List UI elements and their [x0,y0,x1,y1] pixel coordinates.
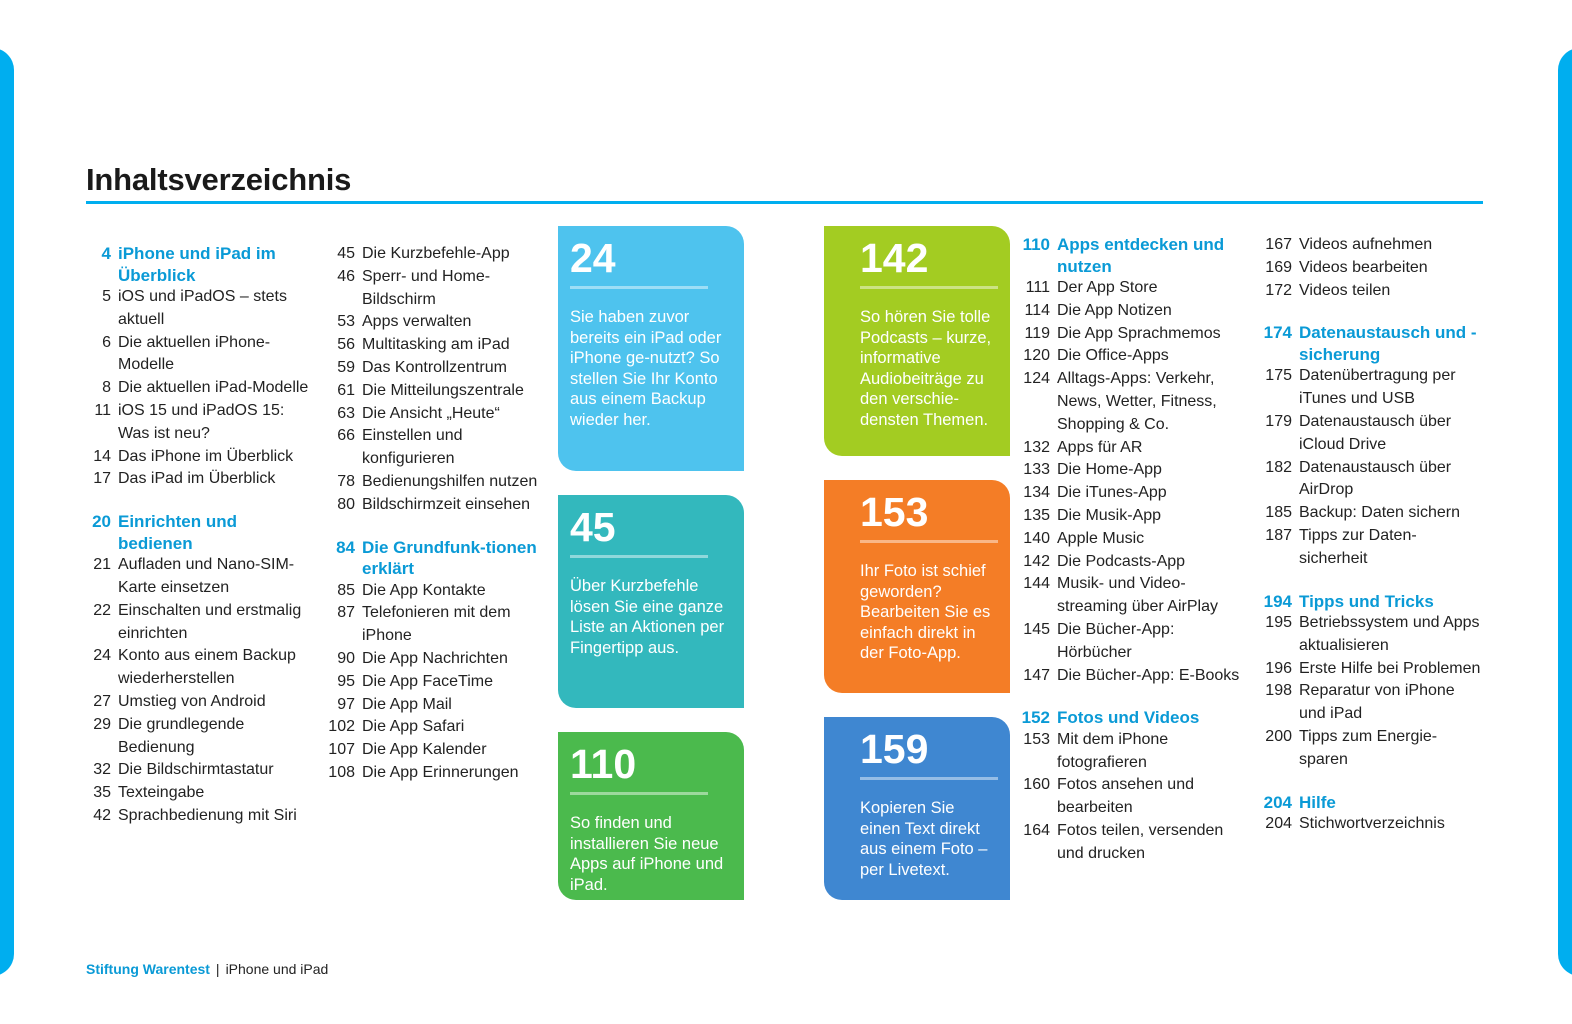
entry-title: Betriebssystem und Apps aktualisieren [1299,614,1480,654]
toc-entry[interactable] [86,286,316,332]
toc-entry[interactable] [86,691,316,714]
toc-entry[interactable] [1012,368,1247,436]
toc-entry[interactable] [1254,680,1484,726]
entry-title: Aufladen und Nano-SIM-Karte einsetzen [118,556,295,596]
entry-title: Multitasking am iPad [362,336,510,354]
entry-page-number: 134 [1023,484,1050,502]
entry-page-number: 147 [1023,666,1050,684]
toc-entry[interactable] [1012,774,1247,820]
entry-page-number: 108 [328,763,355,781]
toc-entry[interactable] [1012,619,1247,665]
toc-entry[interactable] [1012,345,1247,368]
entry-title: Einschalten und erstmalig einrichten [118,601,302,642]
entry-page-number: 172 [1265,281,1292,299]
section-page-number: 4 [101,244,111,263]
entry-title: iOS und iPadOS – stets aktuell [118,288,287,328]
toc-entry[interactable] [1012,505,1247,528]
highlight-text: Kopieren Sie einen Text direkt aus einem Foto – per Livetext. [860,799,988,879]
entry-page-number: 169 [1265,258,1292,276]
section-page-number: 194 [1263,591,1292,611]
entry-title: Mit dem iPhone fotografieren [1057,730,1169,771]
highlight-box-159 [824,717,1010,900]
entry-page-number: 90 [337,649,355,667]
toc-entry[interactable] [1012,482,1247,505]
left-edge-tab [0,48,14,976]
entry-page-number: 45 [337,245,355,262]
entry-page-number: 119 [1024,324,1050,342]
toc-entry[interactable] [322,694,552,717]
entry-title: Apple Music [1057,529,1145,547]
entry-page-number: 24 [93,647,111,665]
toc-entry[interactable] [86,645,316,691]
entry-page-number: 11 [94,401,111,419]
highlight-text: So hören Sie tolle Podcasts – kurze, informative Audiobeiträge zu den verschie-densten Themen. [860,308,992,429]
highlight-rule [860,286,998,289]
toc-entry[interactable] [1012,300,1247,323]
toc-entry[interactable] [322,311,552,334]
toc-entry[interactable] [322,494,552,517]
page-title: Inhaltsverzeichnis [86,162,352,197]
highlight-number: 24 [570,235,616,281]
entry-title: Backup: Daten sichern [1299,504,1460,522]
toc-entry[interactable] [322,648,552,671]
entry-page-number: 56 [337,336,355,354]
entry-title: Telefonieren mit dem iPhone [362,604,511,645]
right-edge-tab [1558,48,1572,976]
entry-title: Bedienungshilfen nutzen [362,472,538,490]
entry-page-number: 5 [102,288,111,305]
entry-title: Einstellen und konfigurieren [362,427,463,468]
entry-title: iOS 15 und iPadOS 15: Was ist neu? [118,401,285,442]
entry-page-number: 195 [1265,614,1292,632]
entry-title: Die App Sprachmemos [1057,324,1221,342]
entry-page-number: 22 [93,601,111,619]
entry-page-number: 80 [337,495,355,513]
toc-entry[interactable] [322,580,552,603]
section-page-number: 84 [336,537,355,557]
entry-page-number: 145 [1023,620,1050,638]
entry-title: Die Mitteilungszentrale [362,381,524,399]
entry-page-number: 120 [1023,347,1050,365]
entry-page-number: 107 [328,741,355,759]
entry-page-number: 111 [1025,279,1050,296]
entry-title: Datenübertragung per iTunes und USB [1299,367,1456,408]
section-heading[interactable] [1254,322,1484,365]
toc-entry[interactable] [322,471,552,494]
toc-entry[interactable] [1012,437,1247,460]
entry-page-number: 144 [1023,575,1050,593]
entry-page-number: 185 [1265,504,1292,522]
entry-page-number: 35 [93,784,111,802]
entry-title: Reparatur von iPhone und iPad [1299,682,1455,723]
entry-page-number: 142 [1023,552,1050,570]
entry-page-number: 97 [337,695,355,713]
highlight-number: 45 [570,504,616,550]
highlight-number: 110 [570,741,637,787]
toc-entry[interactable] [322,243,552,266]
highlight-rule [570,555,708,558]
entry-title: Apps für AR [1057,438,1143,456]
toc-entry[interactable] [86,400,316,446]
toc-entry[interactable] [322,716,552,739]
highlight-box-110 [558,732,744,900]
entry-title: Die App Mail [362,695,452,713]
section-heading[interactable] [1254,792,1484,814]
entry-page-number: 175 [1265,367,1292,385]
section-heading[interactable] [86,511,316,554]
entry-page-number: 17 [93,470,111,488]
toc-entry[interactable] [86,782,316,805]
entry-title: Sperr- und Home-Bildschirm [362,267,491,308]
entry-title: Die grundlegende Bedienung [118,715,245,756]
highlight-box-153 [824,480,1010,693]
entry-title: Bildschirmzeit einsehen [362,495,531,513]
toc-entry[interactable] [1254,502,1484,525]
toc-entry[interactable] [1012,665,1247,688]
toc-entry[interactable] [322,739,552,762]
entry-page-number: 167 [1265,236,1292,253]
toc-entry[interactable] [322,266,552,312]
toc-entry[interactable] [1254,257,1484,280]
entry-page-number: 53 [337,313,355,331]
entry-title: Erste Hilfe bei Problemen [1299,659,1481,677]
section-page-number: 152 [1021,708,1050,728]
toc-entry[interactable] [322,334,552,357]
highlight-box-45 [558,495,744,708]
toc-entry[interactable] [1254,525,1484,571]
entry-title: Fotos ansehen und bearbeiten [1057,776,1194,817]
toc-entry[interactable] [1012,551,1247,574]
toc-entry[interactable] [322,762,552,785]
highlight-box-142 [824,226,1010,456]
highlight-number: 153 [860,489,929,535]
entry-title: Tipps zur Daten-sicherheit [1299,526,1417,567]
section-title: iPhone und iPad im Überblick [118,244,276,285]
entry-page-number: 6 [102,333,111,351]
toc-entry[interactable] [86,805,316,828]
toc-entry[interactable] [322,403,552,426]
entry-title: Die aktuellen iPad-Modelle [118,379,309,397]
highlight-number: 159 [860,726,929,772]
toc-entry[interactable] [1254,234,1484,257]
entry-page-number: 63 [337,404,355,422]
entry-page-number: 187 [1265,526,1292,544]
entry-title: Das Kontrollzentrum [362,358,507,376]
entry-page-number: 29 [93,715,111,733]
entry-title: Die Musik-App [1057,506,1162,524]
highlight-number: 142 [860,235,929,281]
toc-entry[interactable] [1254,658,1484,681]
toc-entry[interactable] [1012,729,1247,775]
section-title: Die Grundfunk-tionen erklärt [362,537,537,579]
section-heading[interactable] [1254,591,1484,613]
entry-page-number: 66 [337,427,355,445]
entry-title: Sprachbedienung mit Siri [118,806,297,824]
entry-title: Die Bildschirmtastatur [118,761,274,779]
footer-brand: Stiftung Warentest [86,961,210,977]
entry-title: Der App Store [1057,279,1158,296]
entry-page-number: 198 [1265,682,1292,700]
section-heading[interactable] [86,243,316,286]
entry-title: Apps verwalten [362,313,472,331]
section-title: Datenaustausch und -sicherung [1299,323,1477,364]
section-title: Fotos und Videos [1057,708,1200,728]
toc-entry[interactable] [86,377,316,400]
entry-title: Alltags-Apps: Verkehr, News, Wetter, Fitness, Shopping & Co. [1057,370,1217,433]
entry-title: Die aktuellen iPhone-Modelle [118,333,271,374]
toc-column-4 [1254,234,1484,836]
entry-title: Konto aus einem Backup wiederherstellen [118,647,296,688]
toc-entry[interactable] [322,671,552,694]
entry-title: Videos bearbeiten [1299,258,1428,276]
entry-page-number: 179 [1265,412,1292,430]
entry-page-number: 182 [1265,458,1292,476]
entry-title: Datenaustausch über iCloud Drive [1299,412,1452,453]
page-footer [86,961,328,977]
entry-title: Die iTunes-App [1057,484,1167,502]
toc-entry[interactable] [1254,411,1484,457]
entry-page-number: 200 [1265,728,1292,746]
entry-title: Die Kurzbefehle-App [362,245,510,262]
toc-entry[interactable] [322,357,552,380]
section-title: Einrichten und bedienen [118,512,237,553]
entry-title: Die App Kalender [362,741,487,759]
entry-page-number: 160 [1023,776,1050,794]
toc-entry[interactable] [1012,820,1247,866]
entry-page-number: 61 [337,381,355,399]
toc-column-3 [1012,234,1247,866]
entry-title: Das iPhone im Überblick [118,447,294,465]
entry-title: Die Home-App [1057,461,1162,479]
toc-entry[interactable] [1254,280,1484,303]
toc-entry[interactable] [1254,457,1484,503]
highlight-text: So finden und installieren Sie neue Apps auf iPhone und iPad. [570,814,724,894]
highlight-rule [570,792,708,795]
entry-page-number: 133 [1023,461,1050,479]
section-page-number: 20 [92,512,111,532]
entry-title: Die Ansicht „Heute“ [362,404,500,422]
highlight-box-24 [558,226,744,471]
entry-page-number: 140 [1023,529,1050,547]
section-page-number: 174 [1263,323,1292,343]
entry-page-number: 135 [1023,506,1050,524]
toc-entry[interactable] [86,600,316,646]
section-heading[interactable] [1012,234,1247,277]
entry-page-number: 42 [93,806,111,824]
toc-entry[interactable] [1254,365,1484,411]
toc-entry[interactable] [1012,573,1247,619]
entry-title: Umstieg von Android [118,692,266,710]
entry-title: Die App Nachrichten [362,649,508,667]
entry-title: Das iPad im Überblick [118,470,276,488]
toc-entry[interactable] [86,554,316,600]
entry-page-number: 85 [337,581,355,599]
entry-title: Die Bücher-App: Hörbücher [1057,620,1175,661]
section-page-number: 204 [1263,792,1292,812]
highlight-rule [860,777,998,780]
footer-separator: | [215,961,220,977]
entry-page-number: 87 [337,604,355,622]
title-rule [86,201,1483,204]
entry-page-number: 78 [337,472,355,490]
toc-entry[interactable] [1012,323,1247,346]
entry-page-number: 32 [93,761,111,779]
entry-page-number: 8 [102,379,111,397]
entry-title: Tipps zum Energie-sparen [1299,728,1438,768]
entry-page-number: 164 [1023,822,1050,840]
toc-entry[interactable] [322,602,552,648]
footer-book-title: iPhone und iPad [225,961,329,977]
toc-entry[interactable] [86,468,316,491]
toc-entry[interactable] [1254,813,1484,836]
section-page-number: 110 [1022,235,1050,254]
entry-page-number: 102 [328,718,355,736]
entry-page-number: 204 [1265,815,1292,833]
highlight-rule [860,540,998,543]
section-title: Hilfe [1299,792,1336,812]
toc-column-2 [322,243,552,785]
toc-entry[interactable] [322,425,552,471]
entry-page-number: 196 [1265,659,1292,677]
toc-entry[interactable] [1012,277,1247,300]
toc-entry[interactable] [1254,612,1484,658]
entry-page-number: 124 [1023,370,1050,388]
entry-page-number: 132 [1023,438,1050,456]
toc-entry[interactable] [86,759,316,782]
entry-title: Die App Erinnerungen [362,763,519,781]
entry-page-number: 153 [1023,730,1050,748]
highlight-text: Über Kurzbefehle lösen Sie eine ganze Liste an Aktionen per Fingertipp aus. [570,577,725,657]
entry-page-number: 95 [337,672,355,690]
entry-title: Die App FaceTime [362,672,494,690]
highlight-text: Ihr Foto ist schief geworden? Bearbeiten Sie es einfach direkt in der Foto-App. [860,562,991,663]
toc-entry[interactable] [1254,726,1484,772]
toc-column-1 [86,243,316,828]
toc-entry[interactable] [86,332,316,378]
toc-entry[interactable] [1012,528,1247,551]
entry-title: Stichwortverzeichnis [1299,815,1445,833]
section-heading[interactable] [1012,707,1247,729]
toc-entry[interactable] [86,446,316,469]
section-title: Apps entdecken und nutzen [1057,235,1225,276]
entry-page-number: 21 [93,556,111,574]
toc-entry[interactable] [1012,459,1247,482]
entry-title: Die Office-Apps [1057,347,1169,365]
entry-page-number: 27 [93,692,111,710]
entry-title: Die App Notizen [1057,301,1172,319]
entry-title: Musik- und Video-streaming über AirPlay [1057,575,1218,616]
entry-title: Videos aufnehmen [1299,236,1433,253]
toc-entry[interactable] [322,380,552,403]
entry-title: Die App Kontakte [362,581,486,599]
section-heading[interactable] [322,537,552,580]
entry-title: Texteingabe [118,784,205,802]
highlight-text: Sie haben zuvor bereits ein iPad oder iPhone ge-nutzt? So stellen Sie Ihr Konto aus einem Backup wieder her. [570,308,722,429]
entry-title: Videos teilen [1299,281,1391,299]
entry-page-number: 114 [1024,301,1050,319]
entry-title: Fotos teilen, versenden und drucken [1057,822,1224,862]
section-title: Tipps und Tricks [1299,591,1434,611]
entry-title: Die App Safari [362,718,465,736]
toc-entry[interactable] [86,714,316,760]
entry-page-number: 59 [337,358,355,376]
entry-page-number: 14 [93,447,111,465]
highlight-rule [570,286,708,289]
entry-title: Die Bücher-App: E-Books [1057,666,1240,684]
entry-page-number: 46 [337,267,355,285]
entry-title: Die Podcasts-App [1057,552,1186,570]
entry-title: Datenaustausch über AirDrop [1299,458,1452,499]
